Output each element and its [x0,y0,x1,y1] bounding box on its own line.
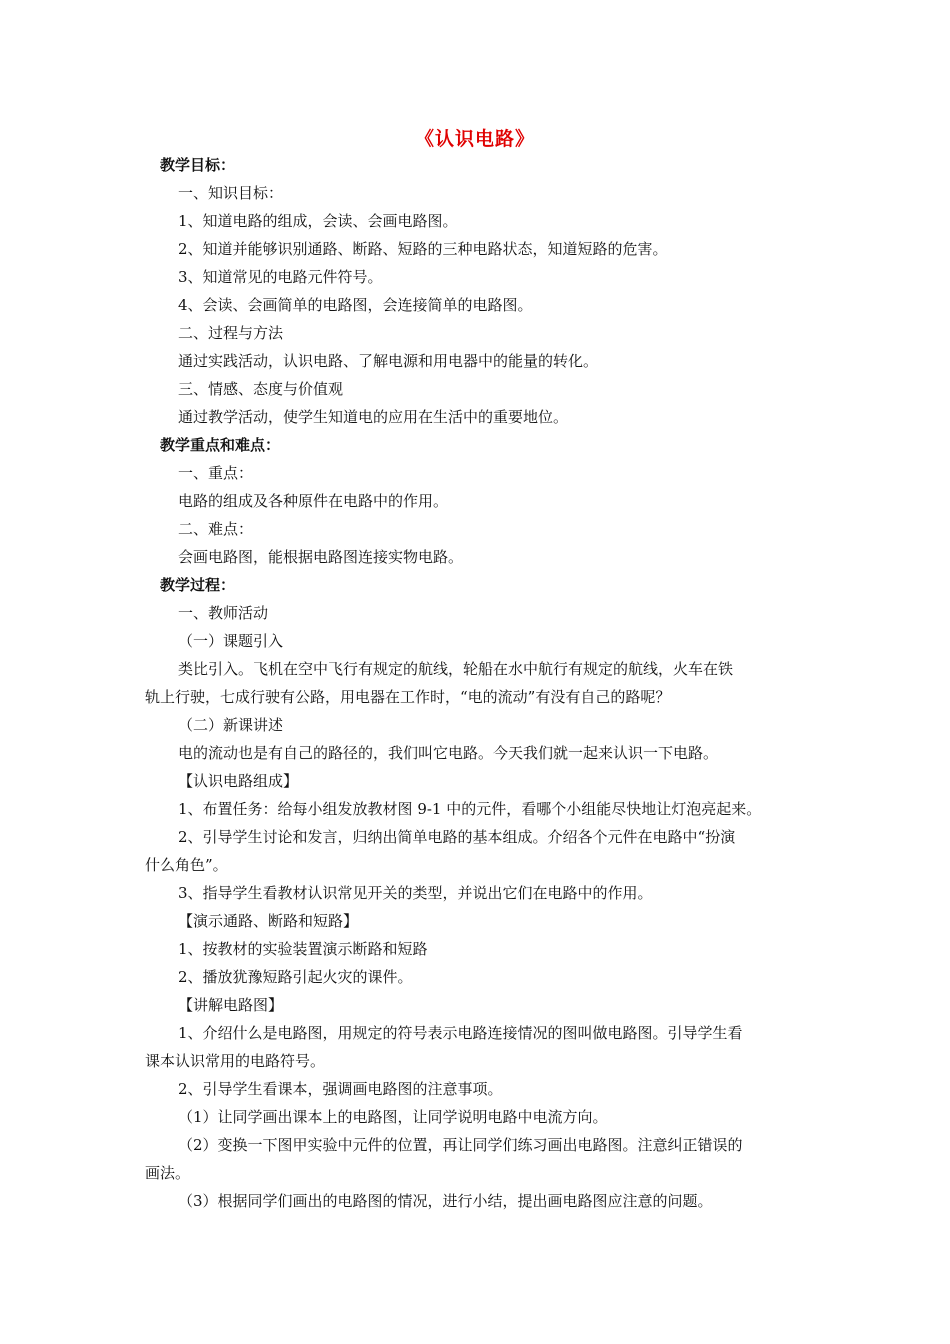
composition-item-2-line-1: 2、引导学生讨论和发言，归纳出简单电路的基本组成。介绍各个元件在电路中“扮演 [178,828,736,846]
attitude-text: 通过教学活动，使学生知道电的应用在生活中的重要地位。 [178,408,569,426]
diagram-subitem-2-line-2: 画法。 [145,1164,191,1182]
diagram-subitem-2-line-1: （2）变换一下图甲实验中元件的位置，再让同学们练习画出电路图。注意纠正错误的 [178,1136,743,1154]
intro-line-1: 类比引入。飞机在空中飞行有规定的航线，轮船在水中航行有规定的航线，火车在铁 [178,660,734,678]
difficulty-text: 会画电路图，能根据电路图连接实物电路。 [178,548,464,566]
process-method-heading: 二、过程与方法 [178,324,284,342]
diagram-subitem-1: （1）让同学画出课本上的电路图，让同学说明电路中电流方向。 [178,1108,608,1126]
new-lesson-heading: （二）新课讲述 [178,716,284,734]
knowledge-heading: 一、知识目标： [178,184,284,202]
diagram-item-1-line-1: 1、介绍什么是电路图，用规定的符号表示电路连接情况的图叫做电路图。引导学生看 [178,1024,743,1042]
process-heading: 教学过程： [160,576,236,594]
composition-item-3: 3、指导学生看教材认识常见开关的类型，并说出它们在电路中的作用。 [178,884,653,902]
attitude-heading: 三、情感、态度与价值观 [178,380,344,398]
section-demo-circuits: 【演示通路、断路和短路】 [178,912,359,930]
knowledge-item-2: 2、知道并能够识别通路、断路、短路的三种电路状态，知道短路的危害。 [178,240,668,258]
composition-item-1: 1、布置任务：给每小组发放教材图 9-1 中的元件，看哪个小组能尽快地让灯泡亮起来。 [178,800,762,818]
demo-item-1: 1、按教材的实验装置演示断路和短路 [178,940,428,958]
key-points-heading: 教学重点和难点： [160,436,281,454]
objectives-heading: 教学目标： [160,156,236,174]
diagram-subitem-3: （3）根据同学们画出的电路图的情况，进行小结，提出画电路图应注意的问题。 [178,1192,713,1210]
demo-item-2: 2、播放犹豫短路引起火灾的课件。 [178,968,413,986]
intro-line-2: 轨上行驶，七成行驶有公路，用电器在工作时，“电的流动”有没有自己的路呢？ [145,688,671,706]
diagram-item-1-line-2: 课本认识常用的电路符号。 [145,1052,326,1070]
new-lesson-text: 电的流动也是有自己的路径的，我们叫它电路。今天我们就一起来认识一下电路。 [178,744,719,762]
focus-text: 电路的组成及各种原件在电路中的作用。 [178,492,449,510]
difficulty-heading: 二、难点： [178,520,254,538]
section-circuit-diagram: 【讲解电路图】 [178,996,284,1014]
knowledge-item-1: 1、知道电路的组成，会读、会画电路图。 [178,212,458,230]
knowledge-item-3: 3、知道常见的电路元件符号。 [178,268,383,286]
composition-item-2-line-2: 什么角色”。 [145,856,228,874]
process-method-text: 通过实践活动，认识电路、了解电源和用电器中的能量的转化。 [178,352,599,370]
intro-heading: （一）课题引入 [178,632,284,650]
document-title: 《认识电路》 [414,128,535,150]
focus-heading: 一、重点： [178,464,254,482]
knowledge-item-4: 4、会读、会画简单的电路图，会连接简单的电路图。 [178,296,533,314]
diagram-item-2: 2、引导学生看课本，强调画电路图的注意事项。 [178,1080,503,1098]
section-circuit-composition: 【认识电路组成】 [178,772,299,790]
teacher-activity-heading: 一、教师活动 [178,604,269,622]
